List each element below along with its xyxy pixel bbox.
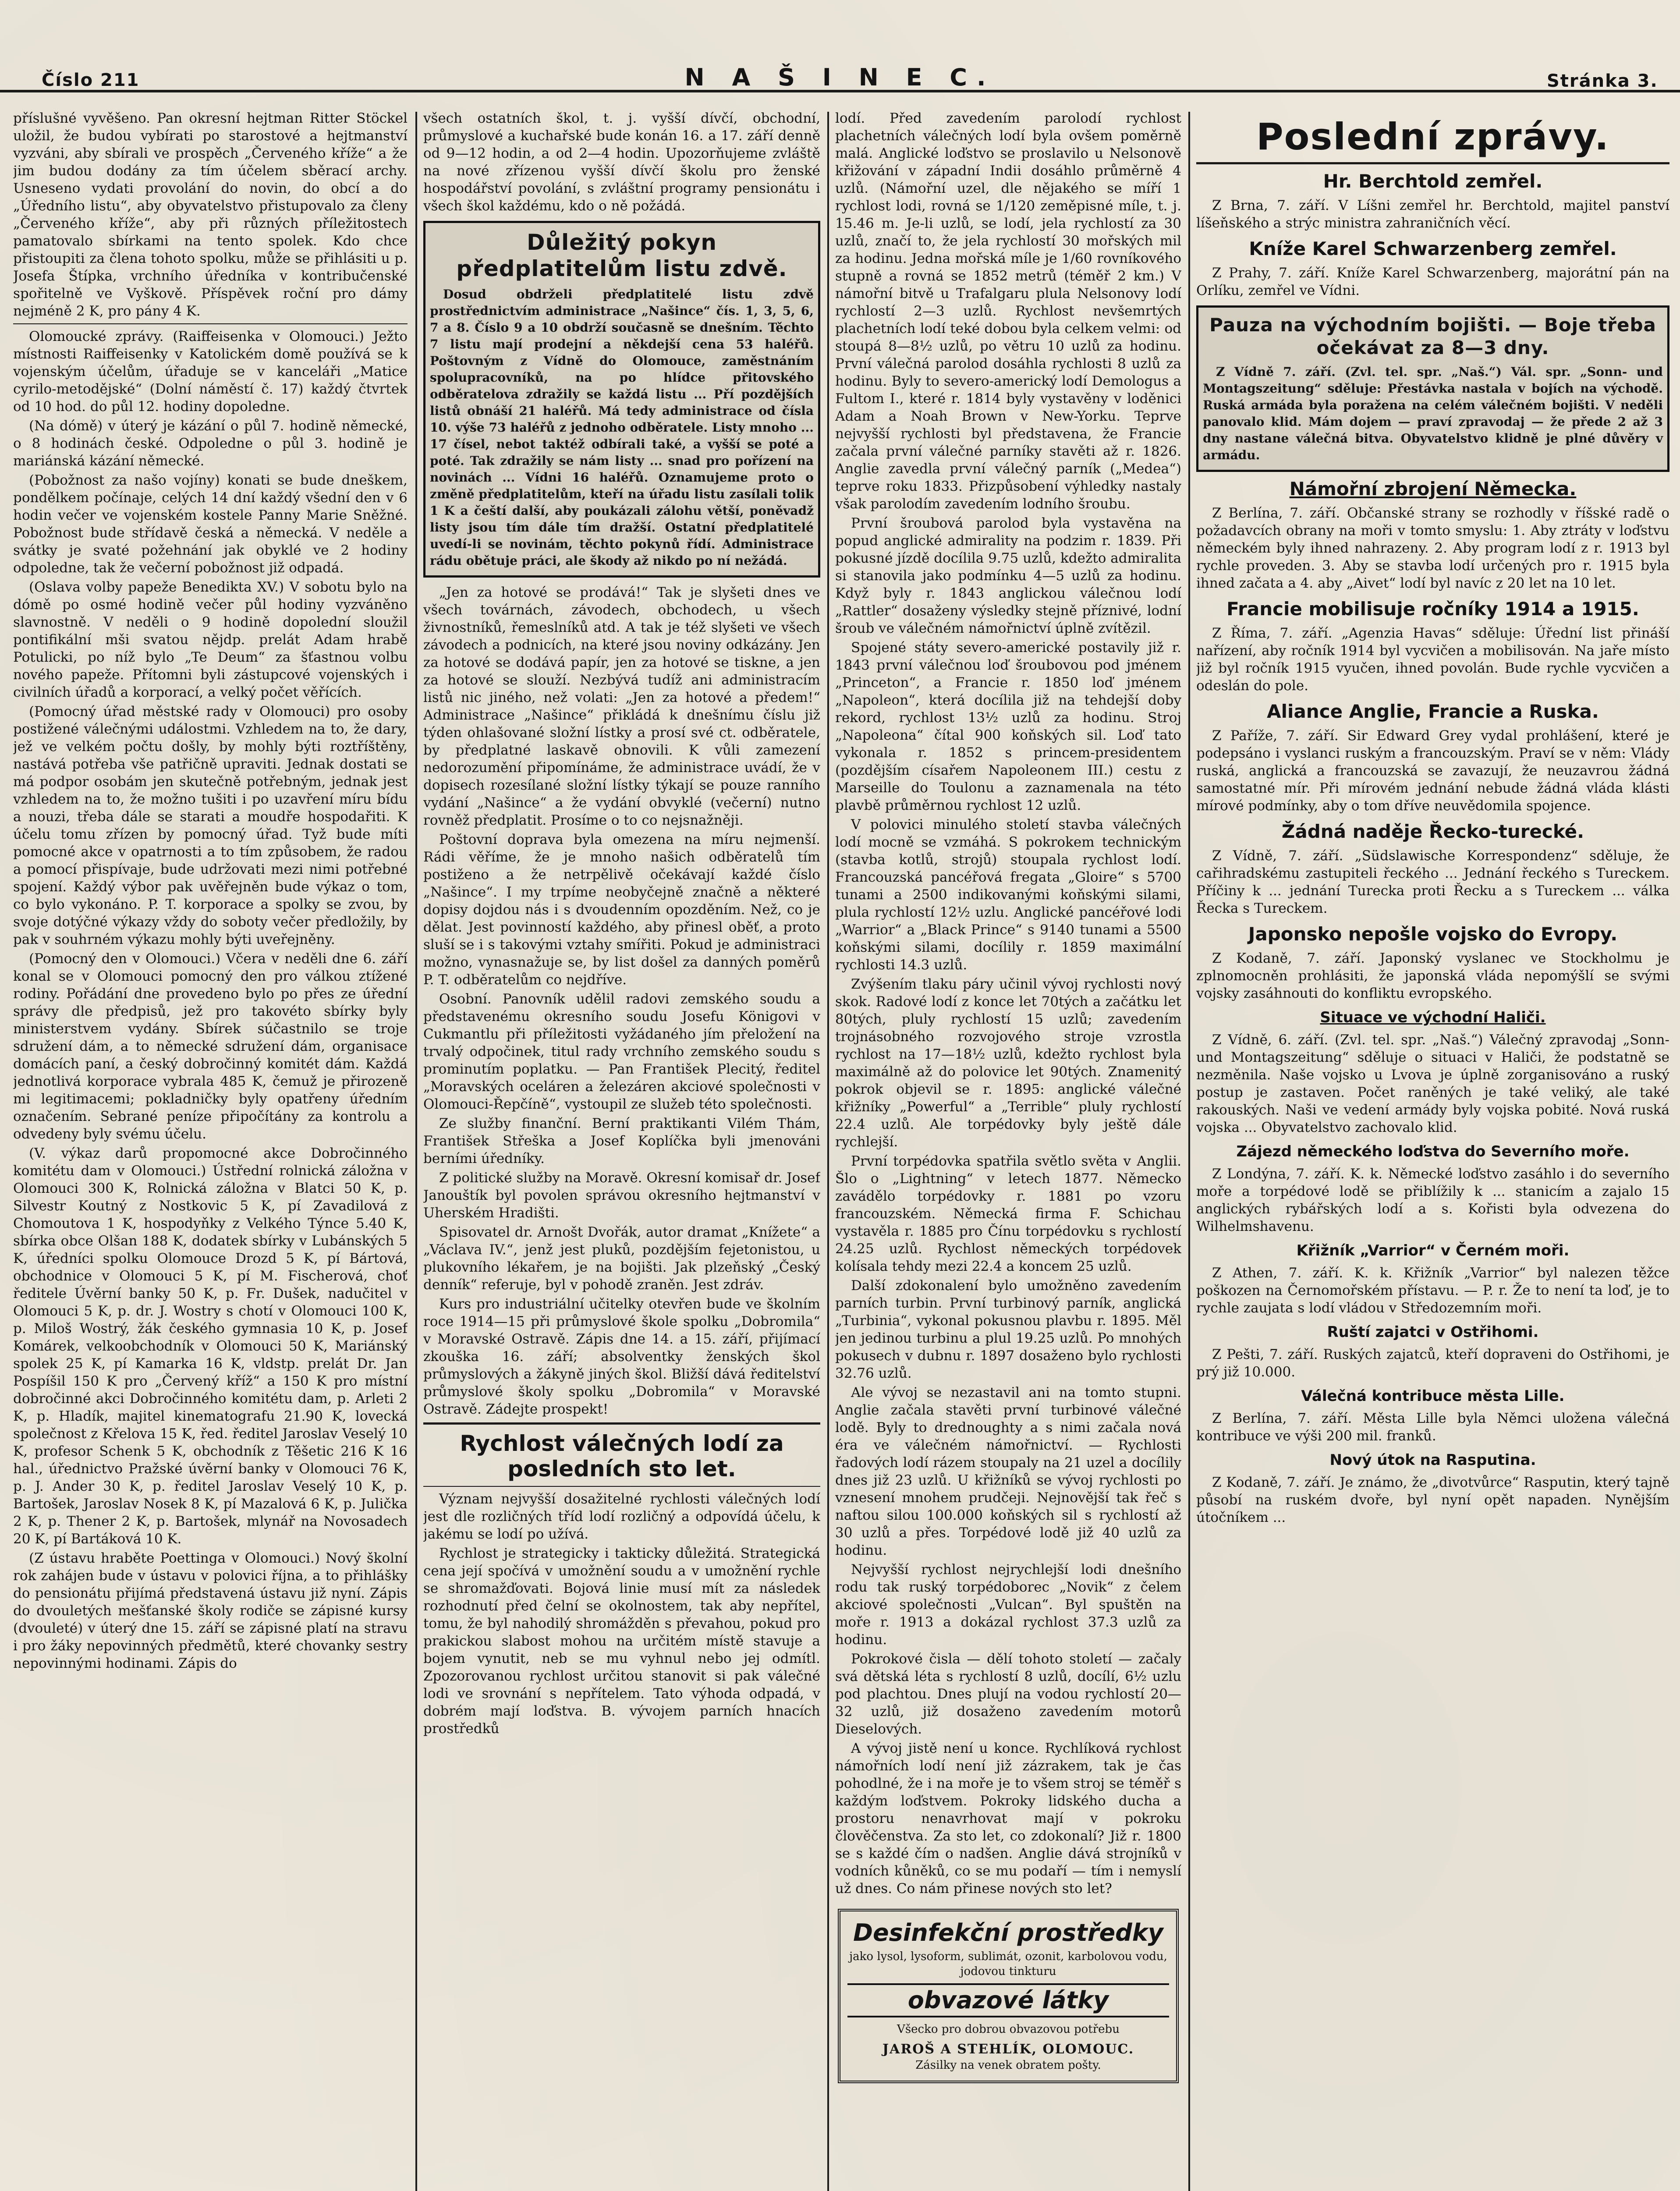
column-4 — [1196, 110, 1669, 2191]
news-body: Z Prahy, 7. září. Kníže Karel Schwarzenberg, majorátní pán na Orlíku, zemřel ve Vídni. — [1196, 265, 1669, 298]
article-paragraph: Význam nejvyšší dosažitelné rychlosti válečných lodí jest dle rozličných tříd lodí rozličný a odpovídá účelu, k jakému se lodí po užívá. — [423, 1491, 820, 1542]
article-paragraph: Nejvyšší rychlost nejrychlejší lodi dnešního rodu tak ruský torpédoborec „Novik“ z čelem akciové společnosti „Vulcan“. Byl spuštěn na moře r. 1913 a dokázal rychlost 37.3 uzlů za hodinu. — [835, 1562, 1181, 1648]
news-body: Z Pešti, 7. září. Ruských zajatců, kteří dopraveni do Ostřihomi, je prý již 10.000. — [1196, 1347, 1669, 1380]
article-paragraph: všech ostatních škol, t. j. vyšší dívčí, obchodní, průmyslové a kuchařské bude konán 16. a 17. září denně od 9—12 hodin, a od 2—4 hodin. Upozorňujeme zvláště na nové zřízenou vyšší dívčí školu pro ženské hospodářství povolání, s zvláštní programy pensionátu i všech škol každému, kdo o ně požádá. — [423, 110, 820, 214]
article-paragraph: (Pomocný úřad městské rady v Olomouci) pro osoby postižené válečnými událostmi. Vzhledem na to, že dary, jež ve velkém počtu došly, by mohly býti roztříštěny, nastává potřeba vše patřičně upraviti. Jednak dostati se má podpor osobám jen skutečně potřebným, jednak jest vzhledem na to, že možno tušiti i po uzavření míru bídu a nouzi, třeba dále se starati a moudře hospodařiti. K účelu tomu zřízen by pomocný úřad. Tyž bude míti pomocné akce v opatrnosti a to tím způsobem, že radou a pomocí přispívaje, bude udržovati mezi nimi potřebné spojení. Každý výbor pak uvěřejněn bude výkaz o tom, co bylo vykonáno. P. T. korporace a spolky se zvou, by svoje dotýčné výkazy vždy do soboty večer předložily, by pak v souhrném výkazu mohly býti uveřejněny. — [13, 704, 408, 947]
frontline-headline: Pauza na východním bojišti. — Boje třeba očekávat za 8—3 dny. — [1209, 314, 1656, 358]
news-headline: Japonsko nepošle vojsko do Evropy. — [1248, 923, 1618, 945]
article-paragraph: (Na dómě) v úterý je kázání o půl 7. hodině německé, o 8 hodinách české. Odpoledne o půl 3. hodině je mariánská kázání německé. — [13, 418, 408, 469]
news-body: Z Berlína, 7. září. Občanské strany se rozhodly v říšské radě o požadavcích obrany na moři v tomto smyslu: 1. Aby ztráty v loďstvu německém byly ihned nahrazeny. 2. Aby program lodí z r. 1913 byl rychle proveden. 3. Aby se stavba lodí určených pro r. 1915 byla ihned začata a 4. aby „Aivet“ lodí byl navíc z 20 let na 10 let. — [1196, 505, 1669, 591]
divider — [423, 1486, 820, 1487]
news-body: Z Paříže, 7. září. Sir Edward Grey vydal prohlášení, které je podepsáno i vyslanci ruským a francouzským. Praví se v něm: Vlády ruská, anglická a francouzská se zavazují, že neuzavrou žádná samostatné mír. Při mírovém jednání nebude žádná vláda klásti mírové podmínky, aby o tom dříve neuvědomila spojence. — [1196, 728, 1669, 814]
news-body: Z Berlína, 7. září. Města Lille byla Němci uložena válečná kontribuce ve výši 200 mil. franků. — [1196, 1411, 1669, 1444]
news-body: Z Brna, 7. září. V Líšni zemřel hr. Berchtold, majitel panství líšeňského a strýc ministra zahraničních věcí. — [1196, 198, 1669, 231]
news-body: Z Kodaně, 7. září. Je známo, že „divotvůrce“ Rasputin, který tajně působí na ruském dvoře, byl nyní opět napaden. Nynějším útočníkem ... — [1196, 1475, 1669, 1525]
article-paragraph: Olomoucké zprávy. (Raiffeisenka v Olomouci.) Ježto místnosti Raiffeisenky v Katolickém domě používá se k vojenským účelům, úřaduje se v kanceláři „Matice cyrilo-metodějské“ (Dolní náměstí č. 17) každý čtvrtek od 10 hod. do půl 12. hodiny dopoledne. — [13, 329, 408, 415]
news-body: Z Říma, 7. září. „Agenzia Havas“ sděluje: Úřední list přináší nařízení, aby ročník 1914 byl vycvičen a mobilisován. Na jaře místo již byl ročník 1915 vyučen, ihned povolán. Bude rychle vycvičen a odeslán do pole. — [1196, 625, 1669, 694]
article-paragraph: Zvýšením tlaku páry učinil vývoj rychlosti nový skok. Radové lodí z konce let 70tých a začátku let 80tých, pluly rychlostí 15 uzlů; zavedením trojnásobného rozvojového stroje vzrostla rychlost na 17—18½ uzlů, kdežto rychlost byla maximálně až do polovice let 90tých. Znamenitý pokrok objevil se r. 1895: anglické válečné křižníky „Powerful“ a „Terrible“ pluly rychlostí 22.4 uzlů. Ale torpédovky byly ještě dále rychlejší. — [835, 976, 1181, 1150]
article-paragraph: Ale vývoj se nezastavil ani na tomto stupni. Anglie začala stavěti první turbinové válečné lodě. Byly to drednoughty a s nimi začala nová éra ve válečném námořnictví. — Rychlosti řadových lodí rázem stoupaly na 21 uzel a docílily dnes již 23 uzlů. U křižníků se vývoj rychlosti po vznesení mnohem prudčeji. Nejnovější tak řeč s naftou silou 100.000 koňských sil s rychlostí až 30 uzlů a přes. Torpédové lodě již 40 uzlů za hodinu. — [835, 1385, 1181, 1558]
ad-product-list: jako lysol, lysoform, sublimát, ozonit, karbolovou vodu, jodovou tinkturu — [849, 1950, 1167, 1978]
notice-body: Dosud obdrželi předplatitelé listu zdvě prostřednictvím administrace „Našince“ čís. 1, 3, 5, 6, 7 a 8. Číslo 9 a 10 obdrží současně se dnešním. Těchto 7 listu mají prodejní a někdejší cena 53 haléřů. Poštovným z Vídně do Olomouce, zaměstnáním spolupracovníků, na po hlídce přitovského odběratelova zdražily se každá listu ... Pří pozdějších listů obnáší 21 haléřů. Má tedy administrace od čísla 10. výše 73 haléřů z jednoho odběratele. Listy mnoho ... 17 čísel, nebot taktéž odbírali také, a vyšší se poté a poté. Tak zdražily se nám listy ... snad pro pořízení na novinách ... Vídni 16 haléřů. Oznamujeme proto o změně předplatitelům, kteří na úřadu listu zasílali tolik 1 K a čeští další, aby poukázali zálohu větší, poněvadž listy jsou tím dále tím dražší. Ostatní předplatitelé uvedí-li se novinám, těchto pokynů řídí. Administrace rádu obětuje práci, ale škody až nikdo po ní nežádá. — [430, 287, 814, 568]
article-paragraph: Z politické služby na Moravě. Okresní komisař dr. Josef Janouštík byl povolen správou okresního hejtmanství v Uherském Hradišti. — [423, 1170, 820, 1221]
section-title: Poslední zprávy. — [1256, 115, 1609, 158]
article-paragraph: A vývoj jistě není u konce. Rychlíková rychlost námořních lodí není již zázrakem, tak je čas pohodlné, že i na moře je to všem stroj se téměř s každým loďstvem. Pokroky lidského ducha a prostoru nenavrhovat mají v pokroku člověčenstva. Za sto let, co zdokonalí? Již r. 1800 se s každé čím o nadšen. Anglie dává strojníků v vodních kůněků, co se mu podaří — tím i nemyslí už dnes. Co nám přinese nových sto let? — [835, 1741, 1181, 1897]
news-headline: Ruští zajatci v Ostřihomi. — [1327, 1323, 1539, 1341]
news-headline: Francie mobilisuje ročníky 1914 a 1915. — [1226, 598, 1639, 620]
article-paragraph: (Pomocný den v Olomouci.) Včera v neděli dne 6. září konal se v Olomouci pomocný den pro válkou ztížené rodiny. Pořádání dne provedeno bylo po přes ze úřední správy dle předpisů, jež pro takovéto sbírky byly ministerstvem vydány. Sbírek súčastnilo se troje sdružení dám, a to německé sdružení dám, organisace domácích paní, a český dobročinný komitét dám. Každá jednotlivá korporace vybrala 485 K, čemuž je přirozeně mi legitimacemi; pokladničky byly opatřeny úředním označením. Sebrané peníze připočítány za kontrolu a odvedeny byly svému účelu. — [13, 951, 408, 1142]
article-paragraph: Pokrokové čisla — dělí tohoto století — začaly svá dětská léta s rychlostí 8 uzlů, docílí, 6½ uzlu pod plachtou. Dnes plují na vodou rychlostí 20—32 uzlů, již dosaženo zavedením motorů Dieselových. — [835, 1651, 1181, 1737]
column-rule — [827, 112, 829, 2191]
news-headline: Zájezd německého loďstva do Severního moře. — [1236, 1143, 1630, 1160]
column-rule — [1188, 112, 1190, 2191]
article-paragraph: příslušné vyvěšeno. Pan okresní hejtman Ritter Stöckel uložil, že budou vybírati po starostové a hejtmanství vyzváni, aby sbírali ve prospěch „Červeného kříže“ a že jim budou dodány za tím účelem sběrací archy. Usneseno vydati provolání do novin, do obcí a do „Úředního listu“, aby obyvatelstvo přistupovalo za členy „Červeného kříže“, aby při různých příležitostech pamatovalo sbírkami na tento spolek. Kdo chce přistoupiti za člena tohoto spolku, může se přihlásiti u p. Josefa Štípka, vrchního úředníka v kontribučenské spořitelně ve Vyškově. Příspěvek roční pro dámy nejméně 2 K, pro pány 4 K. — [13, 110, 408, 319]
divider — [423, 1422, 820, 1425]
news-headline: Křižník „Varrior“ v Černém moři. — [1296, 1242, 1570, 1259]
column-rule — [415, 112, 417, 2191]
ad-tagline: Všecko pro dobrou obvazovou potřebu — [897, 2023, 1120, 2036]
article-paragraph: Kurs pro industriální učitelky otevřen bude ve školním roce 1914—15 při průmyslové škole spolku „Dobromila“ v Moravské Ostravě. Zápis dne 14. a 15. září, přijímací zkouška 16. září; absolventky ženských škol průmyslových a žákyně jiných škol. Bližší dává ředitelství průmyslové školy spolku „Dobromila“ v Moravské Ostravě. Zádejte prospekt! — [423, 1296, 820, 1417]
column-1 — [13, 110, 408, 2191]
ad-headline-2: obvazové látky — [907, 1986, 1109, 2014]
ad-headline: Desinfekční prostředky — [853, 1919, 1163, 1946]
article-paragraph: Osobní. Panovník udělil radovi zemského soudu a představenému okresního soudu Josefu Königovi v Cukmantlu při příležitosti vyžádaného jím přeložení na trvalý odpočinek, titul rady vrchního zemského soudu s prominutím poplatku. — Pan František Plecitý, ředitel „Moravských oceláren a železáren akciové společnosti v Olomouci-Řepčíně“, vystoupil ze služeb této společnosti. — [423, 991, 820, 1112]
news-body: Z Londýna, 7. září. K. k. Německé loďstvo zasáhlo i do severního moře a torpédové lodě se přiblížily k ... stanicím a zajalo 15 anglických rybářských lodí a s. Kořisti byla odvezena do Wilhelmshavenu. — [1196, 1166, 1669, 1234]
news-headline: Aliance Anglie, Francie a Ruska. — [1267, 701, 1599, 722]
article-paragraph: Poštovní doprava byla omezena na míru nejmenší. Rádi věříme, že je mnoho našich odběratelů tím postiženo a že netrpělivě očekávají každé číslo „Našince“. I my trpíme neobyčejně značně a některé dopisy dojdou nás i s dvoudenním opozděním. Než, co je dělat. Jest povinností každého, aby přinesl oběť, a proto sluší se i s takovými vztahy smířiti. Pokud je administraci možno, vynasnažuje se, by list došel za danných poměrů P. T. odběratelům co nejdříve. — [423, 832, 820, 988]
article-paragraph: První šroubová parolod byla vystavěna na popud anglické admirality na podzim r. 1839. Při pokusné jízdě docílila 9.75 uzlů, kdežto admiralita si stanovila jako podmínku 4—5 uzlů za hodinu. Když byly r. 1843 anglickou válečnou lodí „Rattler“ dosaženy výsledky stejně příznivé, lodní šroub ve válečném námořnictví úplně zvítězil. — [835, 515, 1181, 636]
ad-note: Zásilky na venek obratem pošty. — [915, 2059, 1101, 2072]
frontline-body: Z Vídně 7. září. (Zvl. tel. spr. „Naš.“) Vál. spr. „Sonn- und Montagszeitung“ sděluje: Přestávka nastala v bojích na východě. Ruská armáda byla poražena na celém válečném bojišti. V neděli panovalo klid. Mám dojem — praví zpravodaj — že přede 2 až 3 dny nastane válečná bitva. Obyvatelstvo klidně je plné důvěry v armádu. — [1203, 365, 1663, 462]
news-headline: Hr. Berchtold zemřel. — [1323, 170, 1543, 192]
article-paragraph: V polovici minulého století stavba válečných lodí mocně se vzmáhá. S pokrokem technickým (stavba kotlů, strojů) stoupala rychlost lodí. Francouzská pancéřová fregata „Gloire“ s 5700 tunami a 2500 indikovanými koňskými silami, plula rychlostí 12½ uzlu. Anglické pancéřové lodi „Warrior“ a „Black Prince“ s 9140 tunami a 5500 koňskými silami, docílily r. 1859 maximální rychlosti 14.3 uzlů. — [835, 817, 1181, 973]
news-headline: Nový útok na Rasputina. — [1329, 1451, 1536, 1469]
news-headline: Námořní zbrojení Německa. — [1289, 478, 1577, 500]
article-paragraph: Rychlost je strategicky i takticky důležitá. Strategická cena její spočívá v umožnění soudu a v umožnění rychle se shromažďovati. Bojová linie musí mít za následek rozhodnutí před čelní se okolnostem, tak aby nepřítel, tomu, že byl nahodilý shromážděn s převahou, pokud pro prakickou slabost mohou na určitém místě stavuje a bojem vynutit, neb se mu vyhnul nebo jej odmítl. Zpozorovanou rychlost určitou stanovit si pak válečné lodi ve srovnání s nepřítelem. Tato výhoda odpadá, v dobrém mají loďstva. B. vývojem parních hnacích prostředků — [423, 1546, 820, 1737]
article-paragraph: „Jen za hotové se prodává!“ Tak je slyšeti dnes ve všech továrnách, závodech, obchodech, u všech živnostníků, řemeslníků atd. A tak je též slyšeti ve všech závodech a podnicích, na které jsou noviny odkázány. Jen za hotové se dodává papír, jen za hotové se tiskne, a jen za hotové se slouží. Nezbývá tudíž ani administracím listů nic jiného, než volati: „Jen za hotové a předem!“ Administrace „Našince“ přikládá k dnešnímu číslu již týden ohlašované složní lístky a prosí své ct. odběratele, by předplatné laskavě obnovili. K vůli zamezení nedorozumění připomínáme, že administrace uvádí, že v dopisech rozesílané složní lístky týkají se pouze ranního vydání „Našince“ a že vydání obvyklé (večerní) nutno rovněž předplatit. Prosíme o to co nejsnažněji. — [423, 585, 820, 828]
article-paragraph: (Z ústavu hraběte Poettinga v Olomouci.) Nový školní rok zahájen bude v ústavu v polovici října, a to přihlášky do pensionátu přijímá představená ústavu již nyní. Zápis do dvouletých mešťanské školy rodiče se zápisné kursy (dvouleté) v úterý dne 15. září se zápisné platí na stravu i pro žáky nepovinných předmětů, které chovanky sestry nepovinnými hodinami. Zápis do — [13, 1550, 408, 1671]
divider — [1196, 162, 1669, 164]
divider — [13, 323, 408, 324]
newspaper-title: N A Š I N E C. — [684, 64, 996, 91]
article-paragraph: (Pobožnost za našo vojíny) konati se bude dneškem, pondělkem počínaje, celých 14 dní každý všední den v 6 hodin večer ve vojenském kostele Panny Marie Sněžné. Pobožnost bude střídavě česká a německá. V neděle a svátky je svaté požehnání jak obyklé ve 2 hodiny odpoledne, tak že večerní pobožnost již odpadá. — [13, 472, 408, 576]
news-body: Z Vídně, 6. září. (Zvl. tel. spr. „Naš.“) Válečný zpravodaj „Sonn- und Montagszeitung“ sděluje o situaci v Haliči, že podstatně se nezměnila. Naše vojsko u Lvova je úplně zorganisováno a ruský postup je zastaven. Počet raněných je také veliký, ale také rakouských. Naši ve vedení armády byly vojska pobité. Nová ruská vojska ... Obyvatelstvo zachovalo klid. — [1196, 1032, 1669, 1135]
column-2 — [423, 110, 820, 2191]
article-paragraph: Ze služby finanční. Berní praktikanti Vilém Thám, František Střeška a Josef Koplíčka byli jmenováni berními úředníky. — [423, 1116, 820, 1166]
news-body: Z Vídně, 7. září. „Südslawische Korrespondenz“ sděluje, že cařihradskému zastupiteli řeckého ... Jednání řeckého s Tureckem. Příčiny k ... jednání Turecka proti Řecku a s Tureckem ... válka Řecka s Tureckem. — [1196, 848, 1669, 916]
frontline-box — [1196, 305, 1669, 472]
news-headline: Situace ve východní Haliči. — [1320, 1009, 1546, 1026]
article-paragraph: Spisovatel dr. Arnošt Dvořák, autor dramat „Knížete“ a „Václava IV.“, jenž jest pluků, pozdějším fejetonistou, u plukovního lékařem, je na bojišti. Jak plzeňský „Český denník“ referuje, byl v pohodě zraněn. Jest zdráv. — [423, 1224, 820, 1293]
news-headline: Žádná naděje Řecko-turecké. — [1281, 821, 1584, 842]
masthead-bar — [0, 0, 1680, 92]
news-body: Z Athen, 7. září. K. k. Křižník „Varrior“ byl nalezen těžce poškozen na Černomořském přístavu. — P. r. Že to není ta loď, je to rychle zaujata s lodí vládou v Středozemním moři. — [1196, 1265, 1669, 1316]
article-paragraph: Spojené státy severo-americké postavily již r. 1843 první válečnou loď šroubovou pod jménem „Princeton“, a Francie r. 1850 loď jménem „Napoleon“, která docílila již na tehdejší doby rekord, rychlost 13½ uzlů za hodinu. Stroj „Napoleona“ čítal 900 koňských sil. Loď tato vykonala r. 1852 s princem-presidentem (pozdějším císařem Napoleonem III.) cestu z Marseille do Toulonu a zaznamenala na této plavbě průměrnou rychlost 12 uzlů. — [835, 640, 1181, 813]
news-headline: Kníže Karel Schwarzenberg zemřel. — [1249, 238, 1617, 259]
issue-number: Číslo 211 — [42, 70, 140, 90]
article-paragraph: (V. výkaz darů propomocné akce Dobročinného komitétu dam v Olomouci.) Ústřední rolnická záložna v Olomouci 300 K, Rolnická záložna v Blatci 50 K, p. Silvestr Koutný z Nostkovic 5 K, pí Zavadilová z Chomoutova 1 K, hospodyňky z Velkého Týnce 5.40 K, sbírka obce Olšan 188 K, dodatek sbírky v Lubánských 5 K, úředníci spolku Olomouce Drozd 5 K, pí Bártová, obchodnice v Olomouci 5 K, pí M. Fischerová, choť ředitele Úvěrní banky 50 K, p. Fr. Dušek, nadučitel v Olomouci 5 K, p. dr. J. Wostry s chotí v Olomouci 100 K, p. Miloš Wostrý, žák českého gymnasia 10 K, p. Josef Komárek, velkoobchodník v Olomouci 50 K, Mariánský spolek 25 K, pí Kamarka 16 K, vldstp. prelát Dr. Jan Pospíšil 150 K pro „Červený kříž“ a 150 K pro místní dobročinné akci Dobročinného komitétu dam, p. Arleti 2 K, p. Hladík, majitel kinematografu 21.90 K, lovecká společnost z Křelova 15 K, řed. ředitel Jaroslav Veselý 10 K, profesor Schenk 5 K, obchodník z Těšetic 216 K 16 hal., úřednictvo Pražské úvěrní banky v Olomouci 76 K, p. J. Ander 30 K, p. ředitel Jaroslav Veselý 10 K, p. Bartošek, Jaroslav Nosek 8 K, pí Mazalová 6 K, p. Julička 2 K, p. Thener 2 K, p. Bartošek, mlynář na Novosadech 20 K, pí Bartáková 10 K. — [13, 1145, 408, 1547]
subscriber-notice — [423, 221, 820, 578]
article-paragraph: (Oslava volby papeže Benedikta XV.) V sobotu bylo na dómě po osmé hodině večer půl hodiny vyzváněno slavnostně. V neděli o 9 hodině dopolední sloužil pontifikální mši svatou nějdp. prelát Adam hrabě Potulicki, po níž bylo „Te Deum“ za šťastnou volbu nového papeže. Přítomni byli zástupcové vojenských i civilních úřadů a korporací, a velký počet věřících. — [13, 579, 408, 700]
page-number: Stránka 3. — [1547, 71, 1658, 91]
article-paragraph: Další zdokonalení bylo umožněno zavedením parních turbin. První turbinový parník, anglická „Turbinia“, vykonal pokusnou plavbu r. 1895. Měl jen jedinou turbinu a plul 19.25 uzlů. Po mnohých pokusech v dubnu r. 1897 dosaženo bylo rychlosti 32.76 uzlů. — [835, 1278, 1181, 1381]
article-paragraph: lodí. Před zavedením parolodí rychlost plachetních válečných lodí byla ovšem poměrně malá. Anglické loďstvo se proslavilo u Nelsonově křižování v západní Indii dosáhlo průměrně 4 uzlů. (Námořní uzel, dle nějakého se míří 1 rychlost lodi, rovná se 1/120 zeměpisné míle, t. j. 15.46 m. Je-li uzlů, se lodí, jela rychlostí za 30 uzlů, značí to, že jela rychlostí 30 mořských mil za hodinu. Jedna mořská míle je 1/60 rovníkového stupně a rovná se 1852 metrů (téměř 2 km.) V námořní bitvě u Trafalgaru plula Nelsonovy lodí rychlostí 2—3 uzlů. Rychlost nevšemrtých plachetních lodí teké dobou byla celkem velmi: od stoupá 8—8½ uzlů, po větru 10 uzlů za hodinu. První válečná parolod dosáhla rychlosti 8 uzlů za hodinu. Byly to severo-americký lodí Demologus a Fultom I., které r. 1814 byly vystavěny v loděnici Adam a Noah Brown v New-Yorku. Teprve nejvyšší rychlosti byl představena, že Francie začala první válečné parníky stavěti až r. 1826. Anglie zavedla první válečný parník („Medea“) teprve roku 1833. Přizpůsobení výhledky nastaly však parolodím zavedením lodního šroubu. — [835, 110, 1181, 512]
news-headline: Válečná kontribuce města Lille. — [1301, 1387, 1565, 1405]
column-3 — [835, 110, 1181, 2191]
notice-headline: Důležitý pokyn předplatitelům listu zdvě. — [456, 230, 787, 281]
article-paragraph: První torpédovka spatřila světlo světa v Anglii. Šlo o „Lightning“ v letech 1877. Německo zavádělo torpédovky r. 1881 po vzoru francouzském. Německá firma F. Schichau vystavěla r. 1885 pro Čínu torpédovku s rychlostí 24.25 uzlů. Rychlost německých torpédovek kolísala tehdy mezi 22.4 a koncem 25 uzlů. — [835, 1153, 1181, 1274]
article-headline: Rychlost válečných lodí za posledních sto let. — [460, 1431, 784, 1482]
news-body: Z Kodaně, 7. září. Japonský vyslanec ve Stockholmu je zplnomocněn prohlásiti, že japonská vláda nepomýšlí se svými vojsky zasáhnouti do konfliktu evropského. — [1196, 950, 1669, 1001]
advertisement-box — [838, 1909, 1179, 2083]
ad-firm-name: JAROŠ A STEHLÍK, OLOMOUC. — [882, 2042, 1134, 2057]
